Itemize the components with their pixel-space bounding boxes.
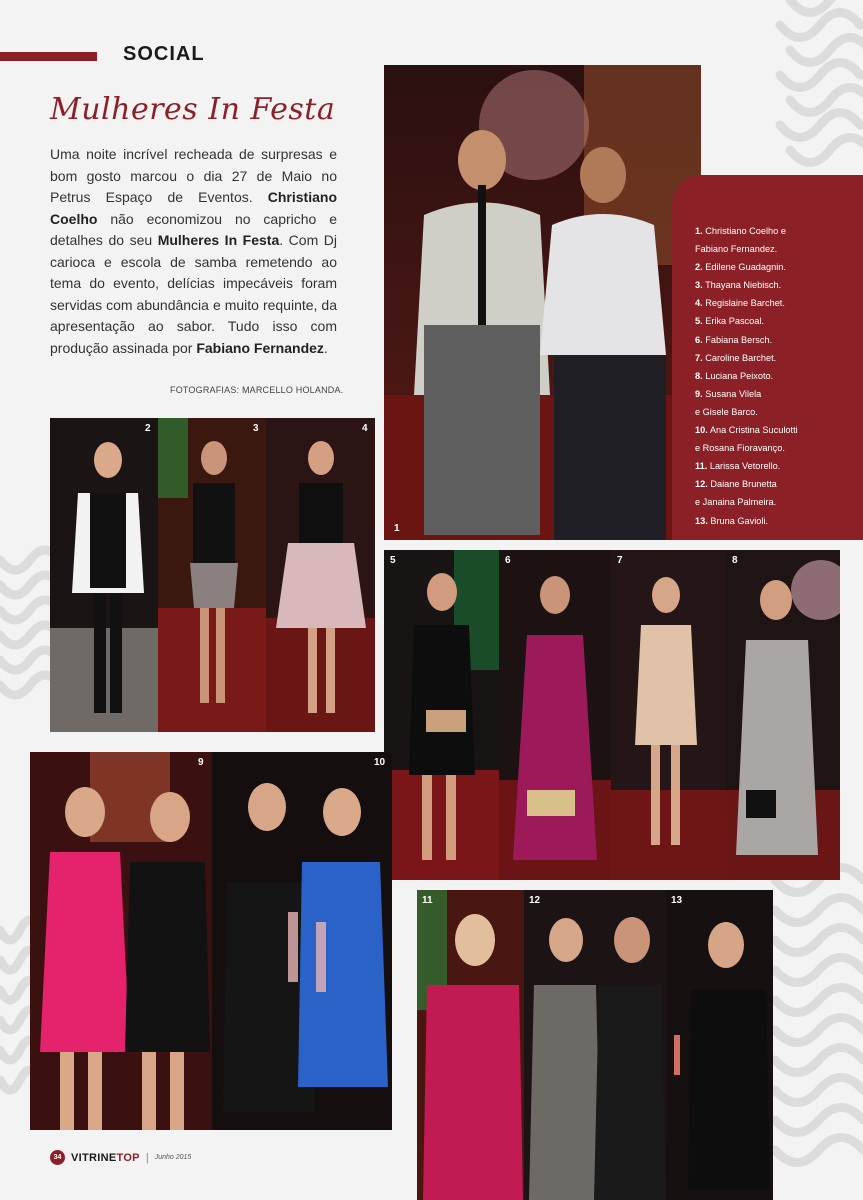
caption-item	[695, 475, 855, 493]
photo-number: 9	[198, 757, 204, 768]
photo-3-image	[158, 418, 266, 732]
photo-13	[666, 890, 773, 1200]
caption-number: 6.	[695, 334, 703, 345]
caption-number: 9.	[695, 388, 703, 399]
intro-event-name: Mulheres In Festa	[157, 232, 280, 248]
photo-5	[384, 550, 499, 880]
caption-item	[695, 385, 855, 403]
photo-1	[384, 65, 701, 540]
issue-date: Junho 2015	[154, 1154, 192, 1161]
photo-6-image	[499, 550, 611, 880]
caption-item	[695, 421, 855, 439]
caption-item	[695, 258, 855, 276]
caption-item	[695, 222, 855, 240]
photo-number: 13	[671, 895, 683, 906]
caption-number: 13.	[695, 515, 708, 526]
photo-7	[611, 550, 726, 880]
photo-number: 4	[362, 423, 368, 434]
photo-8-image	[726, 550, 840, 880]
photo-11	[417, 890, 524, 1200]
photo-7-image	[611, 550, 726, 880]
page-footer	[50, 1150, 191, 1165]
caption-text: Susana Vilela	[705, 388, 762, 399]
photo-number: 7	[617, 555, 623, 566]
caption-item	[695, 439, 855, 457]
caption-text: Bruna Gavioli.	[710, 515, 769, 526]
photo-4	[266, 418, 375, 732]
caption-item	[695, 240, 855, 258]
caption-item	[695, 367, 855, 385]
caption-text: Thayana Niebisch.	[705, 280, 782, 291]
photo-6	[499, 550, 611, 880]
caption-text: Luciana Peixoto.	[705, 370, 774, 381]
photo-9	[30, 752, 212, 1130]
photo-11-image	[417, 890, 524, 1200]
caption-number: 1.	[695, 226, 703, 236]
caption-item	[695, 457, 855, 475]
photo-number: 1	[394, 523, 400, 534]
caption-number: 8.	[695, 370, 703, 381]
caption-number: 5.	[695, 316, 703, 327]
caption-text: e Rosana Fioravanço.	[695, 443, 785, 454]
section-label: SOCIAL	[123, 43, 205, 65]
caption-number: 3.	[695, 280, 703, 291]
photo-12	[524, 890, 666, 1200]
caption-text: Ana Cristina Suculotti	[709, 425, 798, 436]
caption-text: Erika Pascoal.	[705, 316, 764, 327]
photo-10-image	[212, 752, 392, 1130]
caption-item	[695, 512, 855, 530]
magazine-brand	[71, 1152, 140, 1164]
caption-number: 10.	[695, 425, 708, 436]
caption-item	[695, 493, 855, 511]
photo-10	[212, 752, 392, 1130]
intro-name-producer: Fabiano Fernandez	[196, 339, 324, 356]
footer-separator: |	[145, 1151, 149, 1164]
caption-list	[695, 222, 855, 530]
intro-text: não economizou no capricho e detalhes do seu	[50, 210, 337, 248]
photo-13-image	[666, 890, 773, 1200]
caption-number: 7.	[695, 352, 703, 363]
photo-9-image	[30, 752, 212, 1130]
caption-item	[695, 276, 855, 294]
caption-number: 12.	[695, 479, 708, 490]
intro-name-host: Christiano Coelho	[50, 189, 337, 227]
brand-main: VITRINE	[71, 1151, 117, 1164]
caption-text: Fabiano Fernandez.	[695, 244, 778, 255]
photo-number: 2	[145, 423, 151, 434]
caption-item	[695, 294, 855, 312]
photo-3	[158, 418, 266, 732]
caption-text: e Janaina Palmeira.	[695, 497, 777, 508]
photo-1-image	[384, 65, 701, 540]
article-intro	[50, 144, 337, 359]
page-number: 34	[50, 1150, 65, 1165]
caption-number: 2.	[695, 262, 703, 273]
caption-text: Edilene Guadagnin.	[705, 262, 786, 273]
caption-text: Christiano Coelho e	[705, 226, 786, 236]
photo-number: 5	[390, 555, 396, 566]
photo-8	[726, 550, 840, 880]
photo-number: 8	[732, 555, 738, 566]
caption-number: 11.	[695, 461, 708, 472]
section-accent-bar	[0, 52, 97, 61]
caption-text: Fabiana Bersch.	[705, 334, 773, 345]
photo-number: 6	[505, 555, 511, 566]
photo-4-image	[266, 418, 375, 732]
photo-2-image	[50, 418, 158, 732]
photo-number: 11	[422, 895, 433, 906]
intro-text: . Com Dj carioca e escola de samba remetendo ao tema do evento, delícias impecáveis foram servidas com abundância e muito requinte, da apresentação ao sabor. Tudo isso com produção assinada por	[50, 232, 337, 356]
caption-text: Caroline Barchet.	[705, 352, 777, 363]
caption-item	[695, 403, 855, 421]
caption-item	[695, 349, 855, 367]
photo-12-image	[524, 890, 666, 1200]
brand-accent: TOP	[116, 1151, 140, 1164]
intro-text: Uma noite incrível recheada de surpresas e bom gosto marcou o dia 27 de Maio no Petrus Espaço de Eventos.	[50, 146, 337, 205]
article-title: Mulheres In Festa	[50, 92, 336, 127]
photo-number: 12	[529, 895, 541, 906]
caption-item	[695, 331, 855, 349]
photo-2	[50, 418, 158, 732]
caption-number: 4.	[695, 298, 703, 309]
caption-text: Larissa Vetorello.	[709, 461, 781, 472]
photo-5-image	[384, 550, 499, 880]
photo-number: 3	[253, 423, 259, 434]
photo-credit: FOTOGRAFIAS: MARCELLO HOLANDA.	[170, 385, 344, 395]
caption-text: e Gisele Barco.	[695, 406, 758, 417]
photo-number: 10	[374, 757, 386, 768]
caption-text: Daiane Brunetta	[710, 479, 777, 490]
intro-text: .	[323, 339, 328, 356]
caption-text: Regislaine Barchet.	[705, 298, 785, 309]
caption-item	[695, 312, 855, 330]
